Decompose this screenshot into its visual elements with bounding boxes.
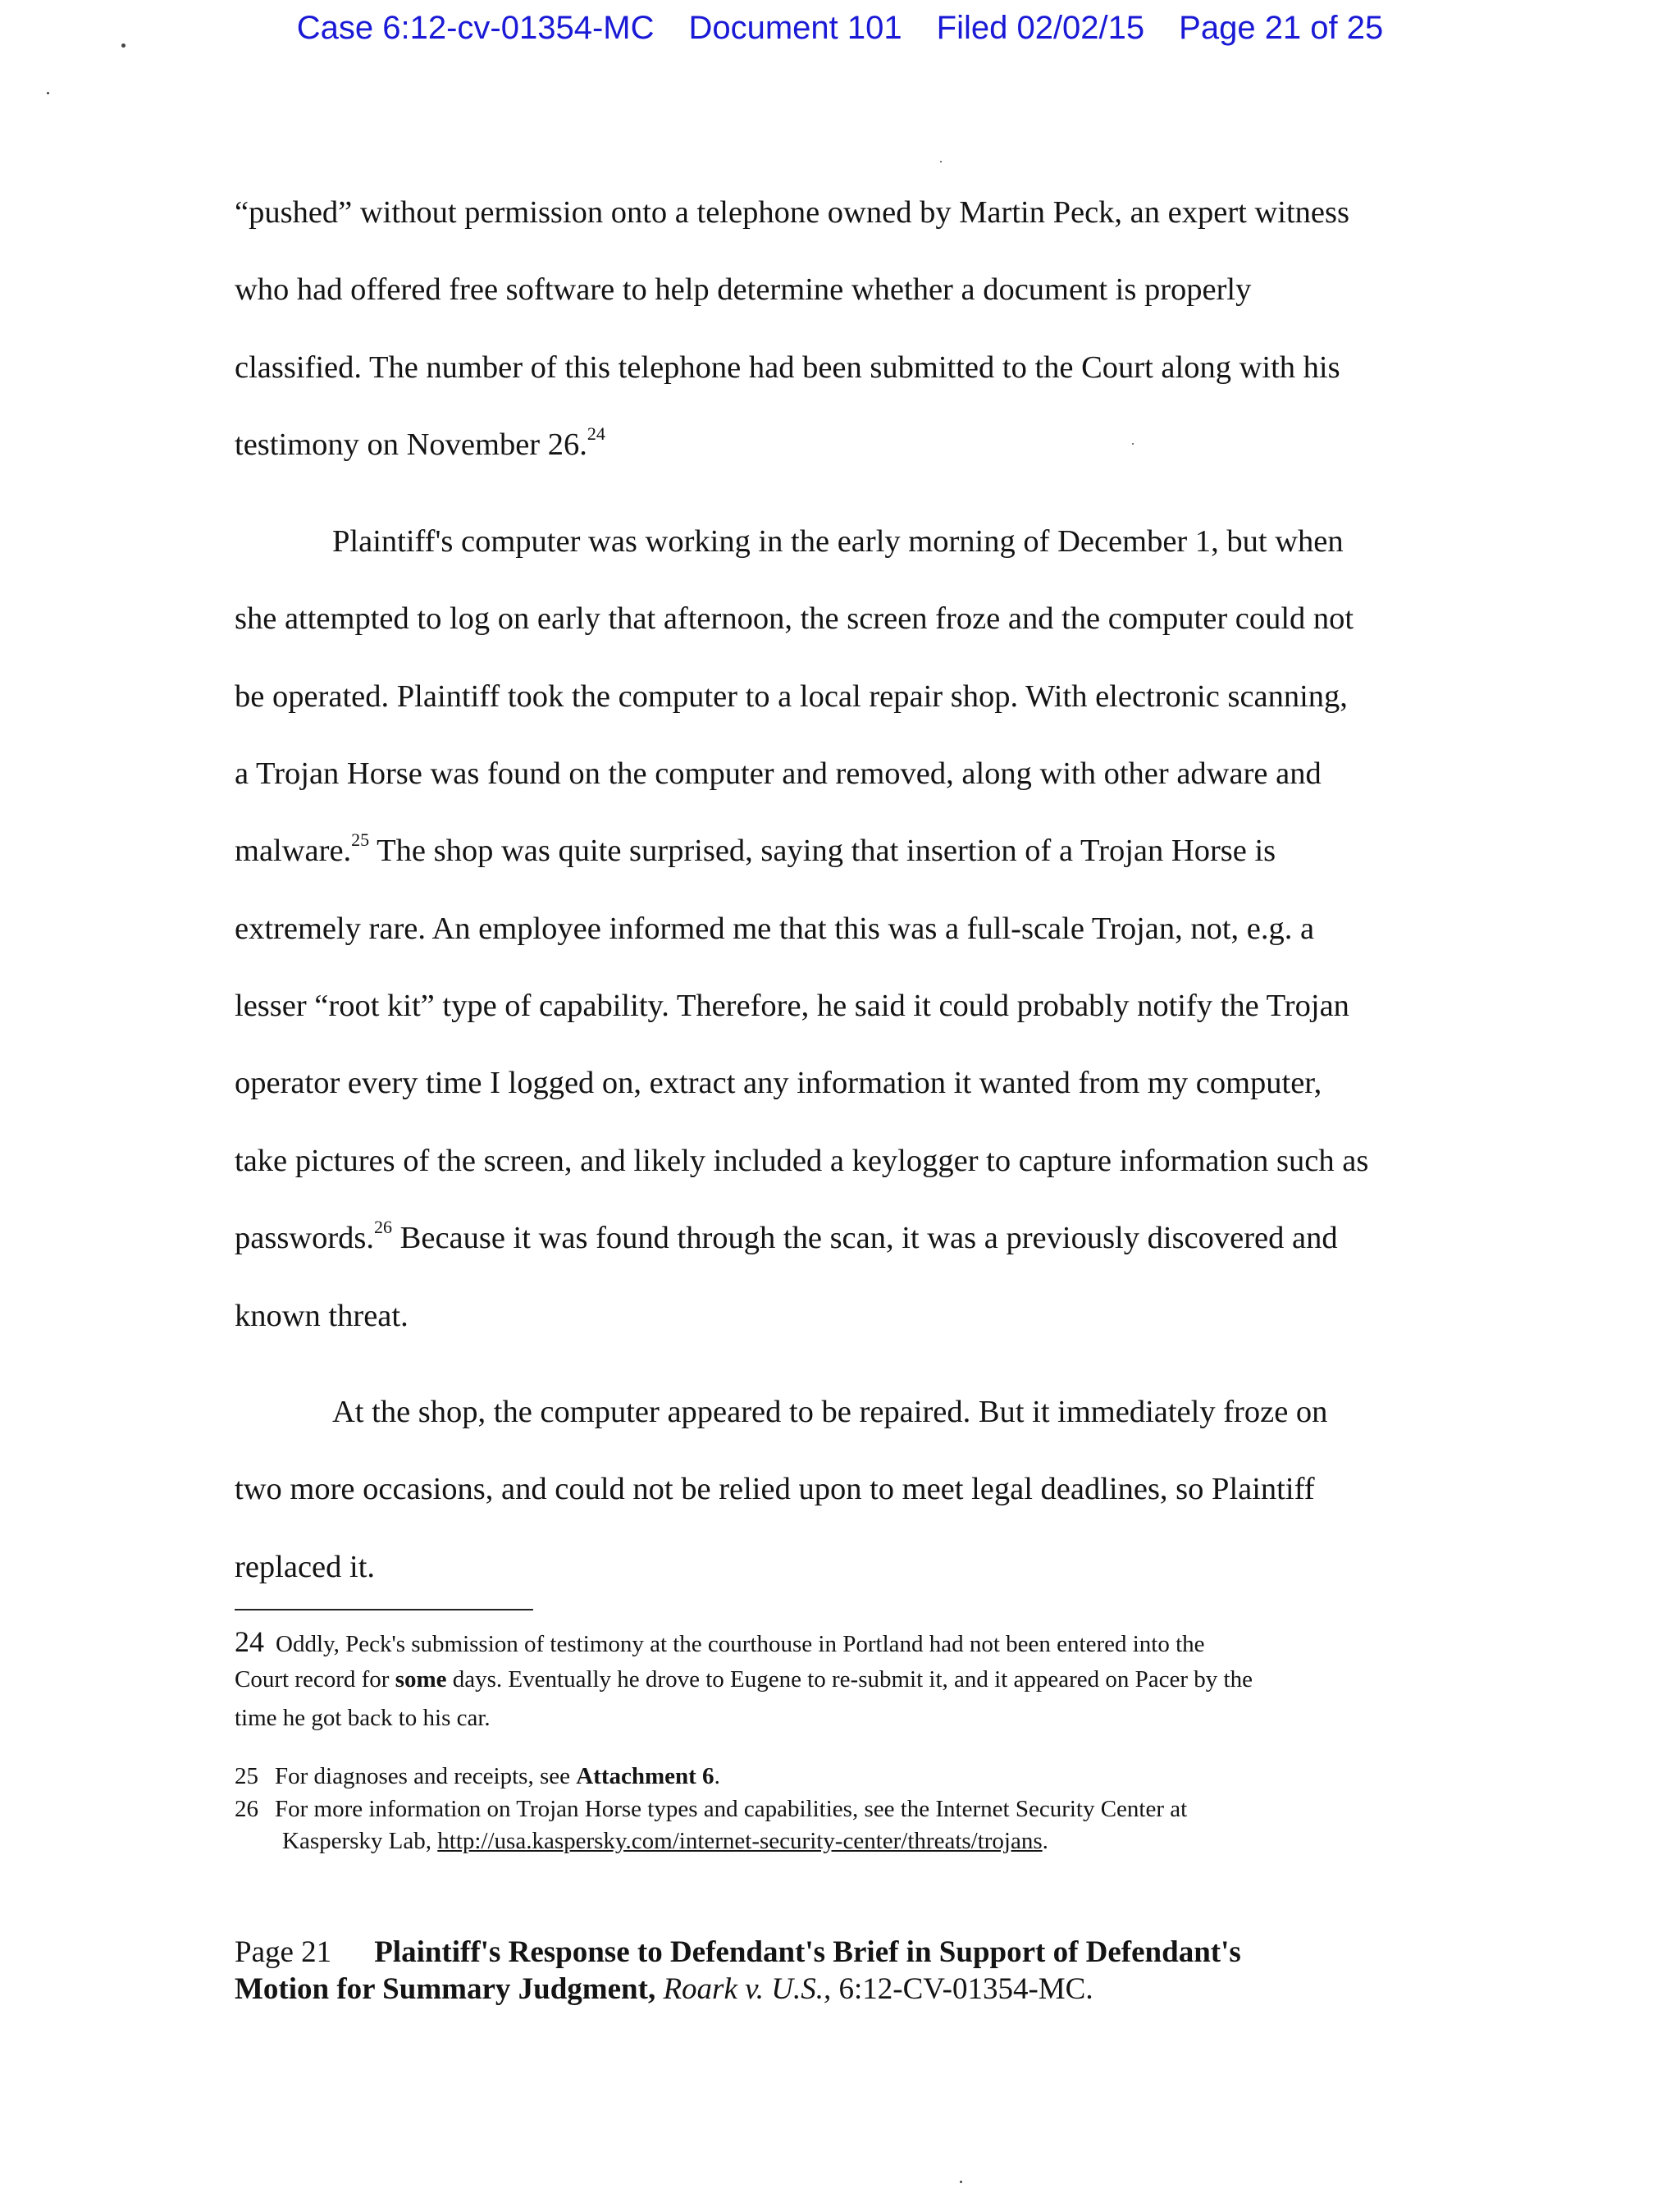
footer-document-title: Plaintiff's Response to Defendant's Brief in Support of Defendant's bbox=[374, 1935, 1241, 1969]
body-line bbox=[235, 829, 1276, 868]
scan-speck bbox=[960, 2181, 962, 2183]
case-number: Case 6:12-cv-01354-MC bbox=[296, 10, 655, 46]
footer-document-title: Motion for Summary Judgment, bbox=[235, 1972, 656, 2006]
footnote-26 bbox=[235, 1798, 1187, 1821]
body-text: testimony on November 26. bbox=[235, 427, 587, 462]
footnote-text: For diagnoses and receipts, see bbox=[275, 1763, 577, 1789]
body-text: The shop was quite surprised, saying that insertion of a Trojan Horse is bbox=[369, 834, 1276, 868]
body-line bbox=[235, 1217, 1338, 1255]
body-line: take pictures of the screen, and likely included a keylogger to capture information such as bbox=[235, 1144, 1369, 1178]
page-count: Page 21 of 25 bbox=[1179, 10, 1384, 46]
footnote-text: For more information on Trojan Horse types and capabilities, see the Internet Security Center at bbox=[275, 1796, 1188, 1822]
body-text: malware. bbox=[235, 834, 352, 868]
body-line: classified. The number of this telephone had been submitted to the Court along with his bbox=[235, 350, 1340, 385]
scan-speck bbox=[121, 43, 126, 48]
body-line: lesser “root kit” type of capability. Therefore, he said it could probably notify the Trojan bbox=[235, 989, 1349, 1023]
footnote-24-line: time he got back to his car. bbox=[235, 1705, 491, 1731]
footer-case-name: Roark v. U.S., bbox=[663, 1972, 832, 2006]
body-line bbox=[235, 423, 605, 462]
footnote-ref-25[interactable]: 25 bbox=[351, 829, 370, 850]
footnote-text: . bbox=[1042, 1828, 1048, 1854]
footnote-text: Court record for bbox=[235, 1666, 395, 1693]
footnote-text: Oddly, Peck's submission of testimony at the courthouse in Portland had not been entered into the bbox=[276, 1631, 1205, 1657]
footnote-number: 24 bbox=[235, 1625, 264, 1658]
footnote-emphasis: some bbox=[395, 1666, 447, 1693]
body-text: passwords. bbox=[235, 1221, 375, 1255]
footnote-24 bbox=[235, 1627, 1205, 1656]
body-line: known threat. bbox=[235, 1299, 409, 1333]
body-line: who had offered free software to help determine whether a document is properly bbox=[235, 272, 1252, 307]
body-line: “pushed” without permission onto a telephone owned by Martin Peck, an expert witness bbox=[235, 195, 1349, 230]
body-line: replaced it. bbox=[235, 1550, 376, 1584]
body-line: a Trojan Horse was found on the computer and removed, along with other adware and bbox=[235, 756, 1322, 791]
footer-case-number: 6:12-CV-01354-MC. bbox=[838, 1972, 1093, 2006]
document-number: Document 101 bbox=[688, 10, 902, 46]
body-line: operator every time I logged on, extract any information it wanted from my computer, bbox=[235, 1066, 1322, 1100]
footnote-text: . bbox=[714, 1763, 720, 1789]
body-line: Plaintiff's computer was working in the early morning of December 1, but when bbox=[332, 524, 1344, 559]
filed-date: Filed 02/02/15 bbox=[936, 10, 1145, 46]
body-line: extremely rare. An employee informed me that this was a full-scale Trojan, not, e.g. a bbox=[235, 911, 1315, 946]
kaspersky-link[interactable]: http://usa.kaspersky.com/internet-security-center/threats/trojans bbox=[437, 1828, 1043, 1854]
footnote-separator bbox=[235, 1609, 533, 1610]
footnote-24-line bbox=[235, 1668, 1253, 1692]
footnote-ref-26[interactable]: 26 bbox=[374, 1217, 393, 1237]
footnote-text: days. Eventually he drove to Eugene to re-submit it, and it appeared on Pacer by the bbox=[446, 1666, 1253, 1693]
footer-line bbox=[235, 1974, 1093, 2004]
body-text: Because it was found through the scan, it was a previously discovered and bbox=[392, 1221, 1338, 1255]
footnote-25 bbox=[235, 1765, 720, 1789]
scan-speck bbox=[1132, 443, 1134, 445]
footnote-number: 26 bbox=[235, 1796, 258, 1822]
attachment-reference: Attachment 6 bbox=[576, 1763, 714, 1789]
body-line: be operated. Plaintiff took the computer to a local repair shop. With electronic scanning, bbox=[235, 679, 1348, 714]
footnote-text: Kaspersky Lab, bbox=[282, 1828, 438, 1854]
body-line: two more occasions, and could not be relied upon to meet legal deadlines, so Plaintiff bbox=[235, 1472, 1315, 1506]
scan-speck bbox=[940, 161, 942, 162]
body-line: At the shop, the computer appeared to be repaired. But it immediately froze on bbox=[332, 1395, 1328, 1429]
ecf-header-stamp bbox=[0, 10, 1680, 47]
footnote-ref-24[interactable]: 24 bbox=[587, 423, 605, 444]
footnote-number: 25 bbox=[235, 1763, 258, 1789]
footer-line bbox=[235, 1937, 1241, 1967]
scan-speck bbox=[47, 92, 49, 94]
body-line: she attempted to log on early that afternoon, the screen froze and the computer could not bbox=[235, 601, 1354, 636]
footnote-26-line bbox=[282, 1830, 1048, 1853]
footer-page-label: Page 21 bbox=[235, 1935, 332, 1969]
